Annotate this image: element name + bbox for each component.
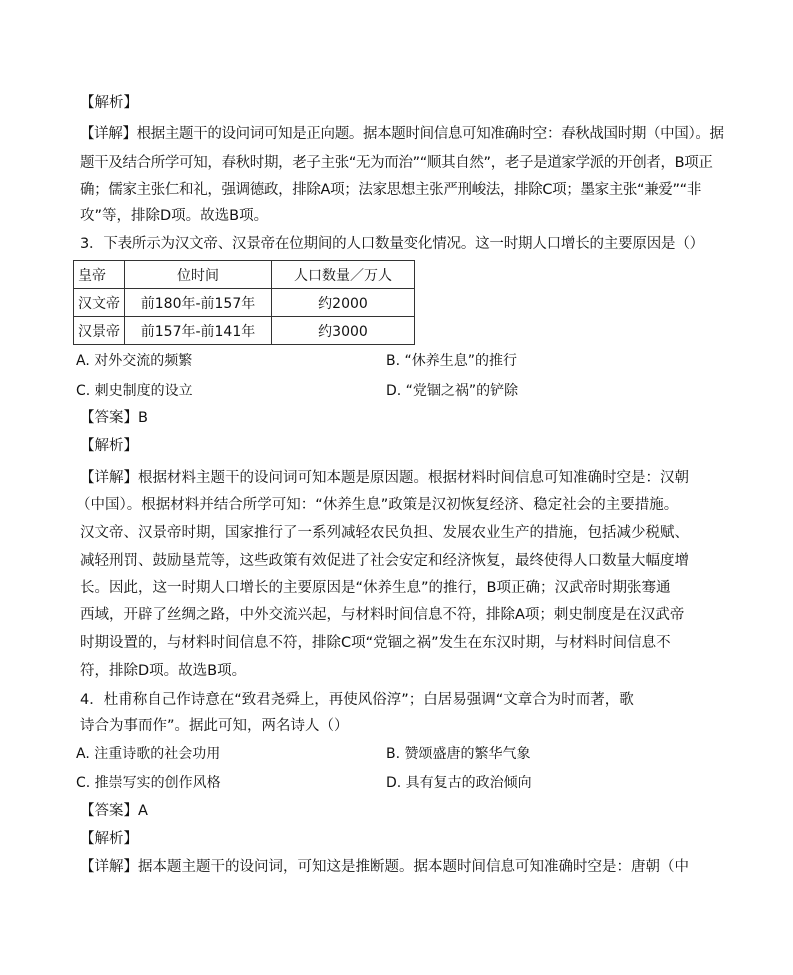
q4-option-d: D. 具有复古的政治倾向 <box>386 775 532 791</box>
q4-option-b: B. 赞颂盛唐的繁华气象 <box>386 746 531 762</box>
detail-q2-line1: 【详解】根据主题干的设问词可知是正向题。据本题时间信息可知准确时空：春秋战国时期（中国）。据 <box>80 126 724 142</box>
question-4-stem-line1: 4．杜甫称自己作诗意在“致君尧舜上，再使风俗淳”；白居易强调“文章合为时而著，歌 <box>80 692 634 708</box>
detail-q2-line4: 攻”等，排除D项。故选B项。 <box>80 208 269 224</box>
table-cell: 前157年-前141年 <box>125 317 272 345</box>
q4-option-c: C. 推崇写实的创作风格 <box>76 775 221 791</box>
q3-option-d: D. “党锢之祸”的铲除 <box>386 383 519 399</box>
question-4-stem-line2: 诗合为事而作”。据此可知，两名诗人（） <box>80 718 349 734</box>
question-3-stem: 3．下表所示为汉文帝、汉景帝在位期间的人口数量变化情况。这一时期人口增长的主要原因是（） <box>80 236 704 252</box>
detail-q3-line4: 减轻刑罚、鼓励垦荒等，这些政策有效促进了社会安定和经济恢复，最终使得人口数量大幅度增 <box>80 553 689 569</box>
table-header-row <box>74 261 415 289</box>
detail-q3-line2: （中国）。根据材料并结合所学可知：“休养生息”政策是汉初恢复经济、稳定社会的主要措施。 <box>76 497 679 513</box>
q4-option-a: A. 注重诗歌的社会功用 <box>76 746 221 762</box>
q3-option-b: B. “休养生息”的推行 <box>386 353 518 369</box>
answer-q3: 【答案】B <box>80 410 148 426</box>
population-table <box>73 260 415 345</box>
table-cell: 汉景帝 <box>74 317 125 345</box>
answer-q4: 【答案】A <box>80 803 148 819</box>
table-header-cell: 人口数量／万人 <box>272 261 415 289</box>
table-cell: 前180年-前157年 <box>125 289 272 317</box>
detail-q3-line8: 符，排除D项。故选B项。 <box>80 663 247 679</box>
detail-q2-line3: 确；儒家主张仁和礼，强调德政，排除A项；法家思想主张严刑峻法，排除C项；墨家主张“兼爱”“非 <box>80 182 701 198</box>
q3-option-a: A. 对外交流的频繁 <box>76 353 193 369</box>
analysis-heading-q3: 【解析】 <box>80 438 138 454</box>
table-cell: 约3000 <box>272 317 415 345</box>
detail-q4-line1: 【详解】据本题主题干的设问词，可知这是推断题。据本题时间信息可知准确时空是：唐朝（中 <box>80 859 689 875</box>
analysis-heading-q2: 【解析】 <box>80 95 138 111</box>
detail-q3-line5: 长。因此，这一时期人口增长的主要原因是“休养生息”的推行，B项正确；汉武帝时期张骞通 <box>80 580 671 596</box>
table-header-cell: 位时间 <box>125 261 272 289</box>
table-row <box>74 317 415 345</box>
analysis-heading-q4: 【解析】 <box>80 831 138 847</box>
detail-q3-line6: 西域，开辟了丝绸之路，中外交流兴起，与材料时间信息不符，排除A项；刺史制度是在汉武帝 <box>80 607 685 623</box>
table-cell: 约2000 <box>272 289 415 317</box>
table-row <box>74 289 415 317</box>
detail-q3-line3: 汉文帝、汉景帝时期，国家推行了一系列减轻农民负担、发展农业生产的措施，包括减少税赋、 <box>80 525 689 541</box>
table-cell: 汉文帝 <box>74 289 125 317</box>
table-header-cell: 皇帝 <box>74 261 125 289</box>
detail-q2-line2: 题干及结合所学可知，春秋时期，老子主张“无为而治”“顺其自然”，老子是道家学派的开创者，B项正 <box>80 155 713 171</box>
detail-q3-line7: 时期设置的，与材料时间信息不符，排除C项“党锢之祸”发生在东汉时期，与材料时间信息不 <box>80 635 671 651</box>
q3-option-c: C. 刺史制度的设立 <box>76 383 193 399</box>
detail-q3-line1: 【详解】根据材料主题干的设问词可知本题是原因题。根据材料时间信息可知准确时空是：汉朝 <box>80 470 689 486</box>
